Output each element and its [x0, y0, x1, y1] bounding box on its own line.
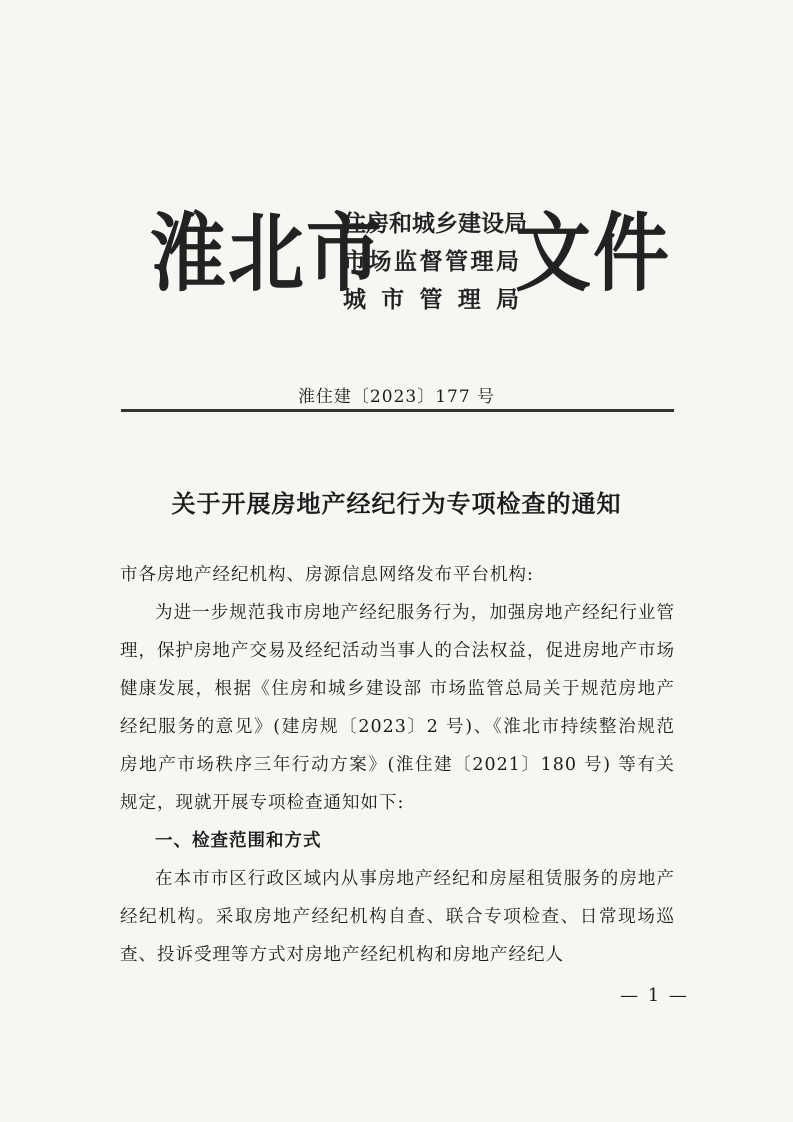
salutation: 市各房地产经纪机构、房源信息网络发布平台机构:: [120, 565, 534, 585]
header-department-2: 市场监督管理局: [343, 248, 519, 275]
page-number: — 1 —: [620, 985, 689, 1006]
header-city: 淮北市: [150, 203, 384, 304]
document-number: 淮住建〔2023〕177 号: [297, 387, 496, 407]
section-heading: 一、检查范围和方式: [155, 831, 322, 851]
header-divider: [121, 409, 674, 412]
document-body: [120, 556, 675, 974]
document-title: 关于开展房地产经纪行为专项检查的通知: [171, 489, 622, 518]
header-department-1: 住房和城乡建设局: [343, 210, 527, 237]
header-suffix: 文件: [515, 203, 671, 304]
header-departments: [343, 205, 527, 319]
paragraph: 为进一步规范我市房地产经纪服务行为，加强房地产经纪行业管理，保护房地产交易及经纪活动当事人的合法权益，促进房地产市场健康发展，根据《住房和城乡建设部 市场监管总局关于规范房地产经纪服务的意见》(建房规〔2023〕2 号)、《淮北市持续整治规范房地产市场秩序三年行动方案》(淮住建〔2021〕180 号) 等有关规定，现就开展专项检查通知如下:: [120, 603, 675, 813]
header-department-3: 城市管理局: [343, 286, 519, 313]
paragraph: 在本市市区行政区域内从事房地产经纪和房屋租赁服务的房地产经纪机构。采取房地产经纪机构自查、联合专项检查、日常现场巡查、投诉受理等方式对房地产经纪机构和房地产经纪人: [120, 869, 675, 965]
